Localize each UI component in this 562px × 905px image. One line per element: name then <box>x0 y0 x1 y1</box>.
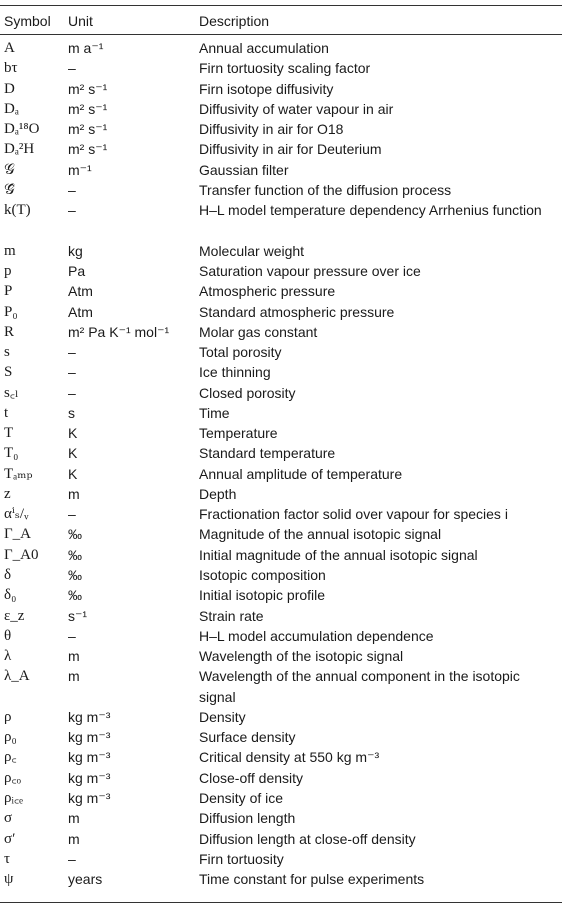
unit-cell: m <box>68 485 80 502</box>
unit-cell: K <box>68 425 78 442</box>
description-cell: Magnitude of the annual isotopic signal <box>199 526 442 543</box>
symbol-cell: Dₐ <box>4 100 19 117</box>
unit-cell: m² Pa K⁻¹ mol⁻¹ <box>68 323 170 340</box>
unit-cell: s⁻¹ <box>68 607 88 624</box>
description-cell: Molecular weight <box>199 242 305 259</box>
description-cell: Wavelength of the annual component in the isotopic signal <box>199 668 520 705</box>
header-symbol: Symbol <box>4 13 51 29</box>
description-cell: Diffusivity of water vapour in air <box>199 100 394 117</box>
description-cell: Strain rate <box>199 607 264 624</box>
symbol-cell: ρ₀ <box>4 729 17 746</box>
symbol-cell: bτ <box>4 60 18 77</box>
symbol-cell: P <box>4 283 13 300</box>
unit-cell: – <box>68 202 76 219</box>
unit-cell: – <box>68 364 76 381</box>
description-cell: H–L model accumulation dependence <box>199 627 434 644</box>
unit-cell: m⁻¹ <box>68 161 92 178</box>
symbol-cell: ρ <box>4 708 12 725</box>
unit-cell: m <box>68 830 80 847</box>
unit-cell: – <box>68 344 76 361</box>
symbol-cell: p <box>4 262 12 279</box>
unit-cell: m a⁻¹ <box>68 40 104 56</box>
description-cell: Initial isotopic profile <box>199 587 326 604</box>
symbol-cell: Γ_A0 <box>4 546 39 563</box>
symbol-cell: Tₐₘₚ <box>4 465 33 482</box>
table-bottom-rule <box>0 902 562 903</box>
symbol-cell: δ₀ <box>4 587 17 604</box>
unit-cell: kg m⁻³ <box>68 789 111 806</box>
header-description: Description <box>199 13 270 29</box>
description-cell: Fractionation factor solid over vapour for species i <box>199 506 508 523</box>
unit-cell: m² s⁻¹ <box>68 141 108 158</box>
symbol-cell: ψ <box>4 871 14 888</box>
unit-cell: K <box>68 445 78 462</box>
symbol-cell: A <box>4 40 15 56</box>
symbol-cell: ρ꜀ₒ <box>4 769 21 786</box>
description-cell: Density <box>199 708 246 725</box>
unit-cell: Pa <box>68 262 86 279</box>
description-cell: Total porosity <box>199 344 282 361</box>
symbol-cell: 𝒢̂ <box>4 181 15 198</box>
symbol-cell: σ <box>4 810 13 827</box>
unit-cell: K <box>68 465 78 482</box>
table-top-rule <box>0 5 562 6</box>
description-cell: Density of ice <box>199 789 284 806</box>
symbol-cell: k(T) <box>4 202 31 219</box>
symbol-cell: z <box>4 485 11 502</box>
unit-cell: m <box>68 648 80 665</box>
description-cell: Diffusion length <box>199 810 296 827</box>
description-cell: Firn isotope diffusivity <box>199 80 334 97</box>
symbol-cell: ρ꜀ <box>4 749 17 766</box>
unit-cell: – <box>68 506 76 523</box>
unit-cell: – <box>68 384 76 401</box>
symbol-cell: R <box>4 323 15 340</box>
description-cell: Transfer function of the diffusion process <box>199 181 452 198</box>
unit-cell: ‰ <box>68 546 82 563</box>
unit-cell: kg m⁻³ <box>68 729 111 746</box>
symbol-cell: Dₐ²H <box>4 141 35 158</box>
description-cell: Molar gas constant <box>199 323 318 340</box>
description-cell: Depth <box>199 485 237 502</box>
description-cell: Critical density at 550 kg m⁻³ <box>199 749 380 766</box>
description-cell: Surface density <box>199 729 296 746</box>
description-cell: Annual amplitude of temperature <box>199 465 403 482</box>
description-cell: Closed porosity <box>199 384 296 401</box>
unit-cell: m² s⁻¹ <box>68 80 108 97</box>
description-cell: Atmospheric pressure <box>199 283 336 300</box>
unit-cell: ‰ <box>68 567 82 584</box>
unit-cell: s <box>68 404 75 421</box>
description-cell: Firn tortuosity scaling factor <box>199 60 371 77</box>
symbol-cell: Γ_A <box>4 526 32 543</box>
symbol-cell: S <box>4 364 13 381</box>
description-cell: Gaussian filter <box>199 161 289 178</box>
unit-cell: Atm <box>68 283 93 300</box>
symbol-cell: τ <box>4 850 11 867</box>
symbol-cell: λ <box>4 648 12 665</box>
unit-cell: m <box>68 668 80 685</box>
symbol-cell: δ <box>4 567 12 584</box>
unit-cell: m <box>68 810 80 827</box>
description-cell: Close-off density <box>199 769 304 786</box>
symbol-cell: T <box>4 425 14 442</box>
symbol-cell: ρᵢ꜀ₑ <box>4 789 23 806</box>
description-cell: Standard temperature <box>199 445 336 462</box>
symbol-cell: 𝒢 <box>4 161 15 178</box>
symbol-cell: D <box>4 80 15 97</box>
unit-cell: – <box>68 181 76 198</box>
description-cell: Diffusion length at close-off density <box>199 830 416 847</box>
unit-cell: kg <box>68 242 83 259</box>
symbol-cell: T₀ <box>4 445 19 462</box>
unit-cell: ‰ <box>68 587 82 604</box>
symbol-cell: m <box>4 242 16 259</box>
unit-cell: m² s⁻¹ <box>68 100 108 117</box>
description-cell: H–L model temperature dependency Arrhenius function <box>199 202 542 219</box>
description-cell: Firn tortuosity <box>199 850 284 867</box>
description-cell: Annual accumulation <box>199 40 329 56</box>
description-cell: Standard atmospheric pressure <box>199 303 395 320</box>
description-cell: Diffusivity in air for O18 <box>199 121 344 138</box>
description-cell: Temperature <box>199 425 278 442</box>
table-header-rule <box>0 34 562 35</box>
description-cell: Saturation vapour pressure over ice <box>199 262 421 279</box>
description-cell: Wavelength of the isotopic signal <box>199 648 404 665</box>
description-cell: Ice thinning <box>199 364 271 381</box>
header-unit: Unit <box>68 13 93 29</box>
unit-cell: – <box>68 60 76 77</box>
unit-cell: kg m⁻³ <box>68 749 111 766</box>
symbol-cell: λ_A <box>4 668 30 685</box>
unit-cell: – <box>68 850 76 867</box>
unit-cell: kg m⁻³ <box>68 769 111 786</box>
unit-cell: years <box>68 871 103 888</box>
description-cell: Diffusivity in air for Deuterium <box>199 141 382 158</box>
symbol-cell: t <box>4 404 9 421</box>
symbol-cell: αⁱₛ/ᵥ <box>4 506 29 523</box>
symbol-cell: s <box>4 344 10 361</box>
unit-cell: – <box>68 627 76 644</box>
unit-cell: m² s⁻¹ <box>68 121 108 138</box>
unit-cell: ‰ <box>68 526 82 543</box>
symbol-cell: ε_z <box>4 607 25 624</box>
unit-cell: Atm <box>68 303 93 320</box>
description-cell: Time constant for pulse experiments <box>199 871 425 888</box>
symbol-cell: θ <box>4 627 12 644</box>
symbol-cell: Dₐ¹⁸O <box>4 121 40 138</box>
unit-cell: kg m⁻³ <box>68 708 111 725</box>
description-cell: Time <box>199 404 230 421</box>
symbol-cell: s꜀ₗ <box>4 384 19 401</box>
symbol-cell: P₀ <box>4 303 18 320</box>
symbol-cell: σ′ <box>4 830 16 847</box>
description-cell: Isotopic composition <box>199 567 326 584</box>
description-cell: Initial magnitude of the annual isotopic signal <box>199 546 478 563</box>
